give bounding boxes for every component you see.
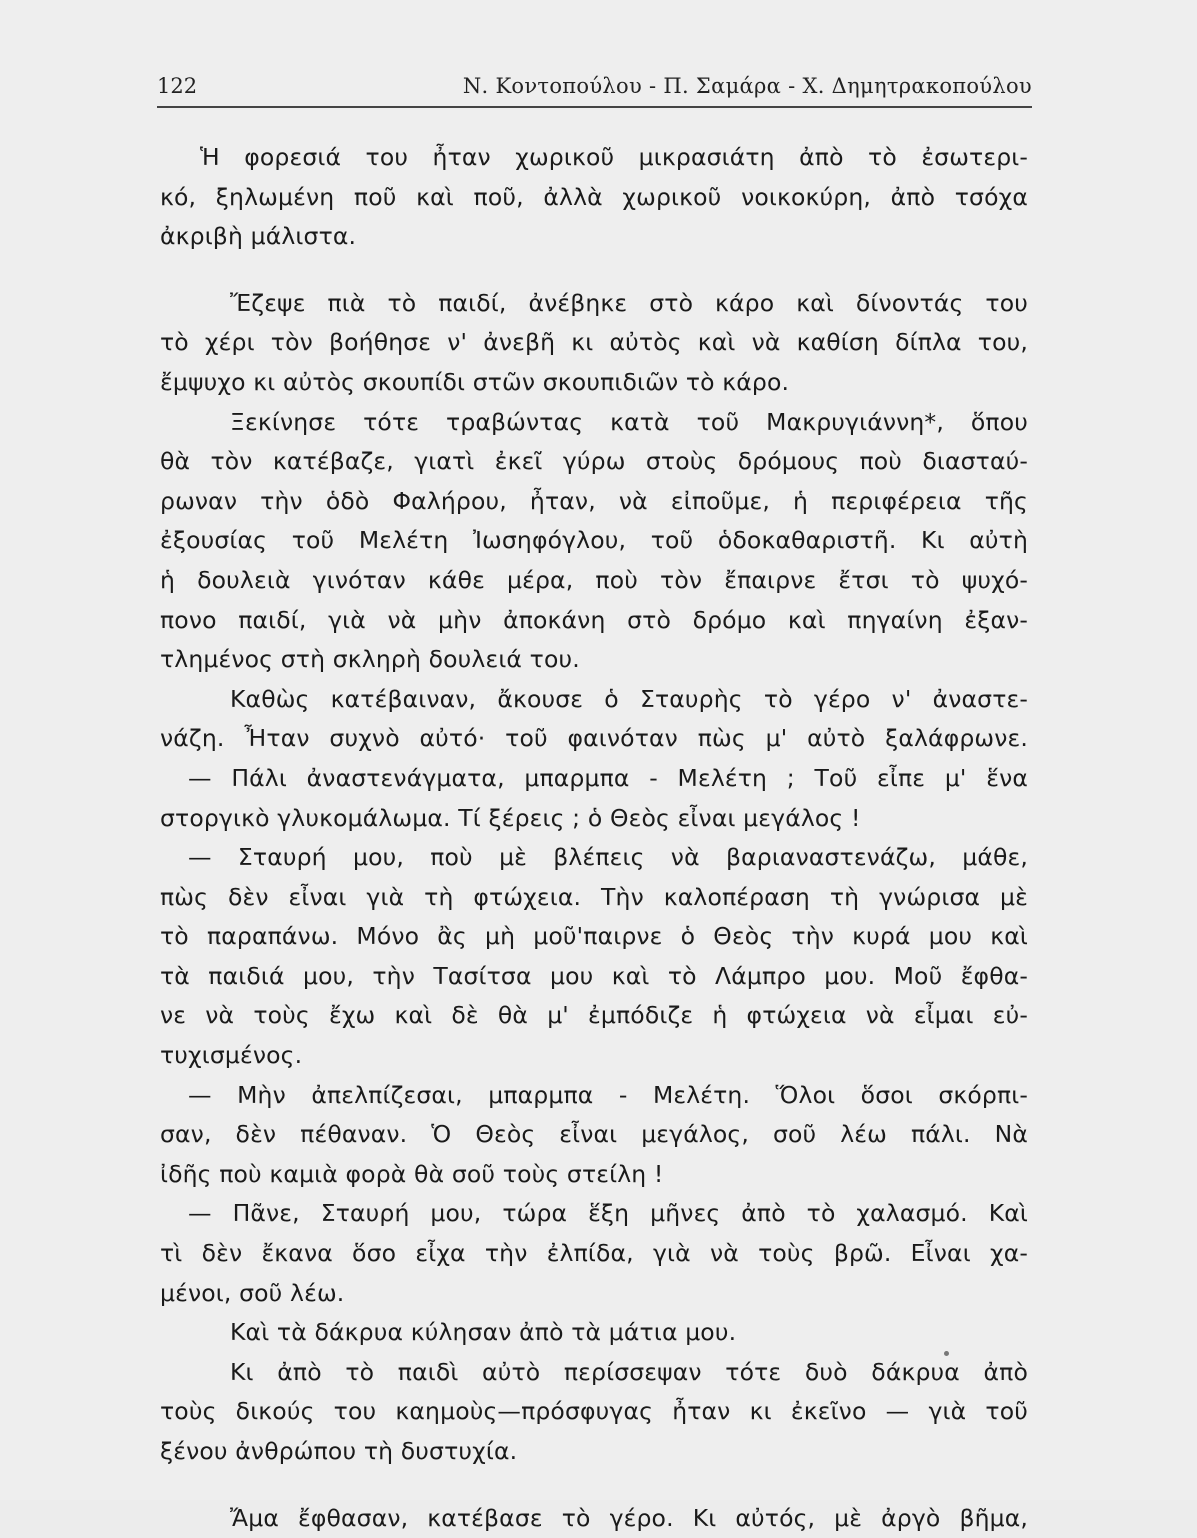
text-line: ἰδῆς ποὺ καμιὰ φορὰ θὰ σοῦ τοὺς στείλη ! [160,1159,664,1188]
text-line: ξένου ἀνθρώπου τὴ δυστυχία. [160,1437,518,1465]
text-line: κό, ξηλωμένη ποῦ καὶ ποῦ, ἀλλὰ χωρικοῦ νοικοκύρη, ἀπὸ τσόχα [160,182,1028,211]
text-line: τὰ παιδιά μου, τὴν Τασίτσα μου καὶ τὸ Λάμπρο μου. Μοῦ ἔφθα- [160,961,1028,990]
text-line: τὸ παραπάνω. Μόνο ἂς μὴ μοῦ'παιρνε ὁ Θεὸς τὴν κυρά μου καὶ [160,922,1028,951]
body-text [160,138,1028,1538]
text-line: πὼς δὲν εἶναι γιὰ τὴ φτώχεια. Τὴν καλοπέραση τὴ γνώρισα μὲ [160,882,1028,911]
text-line: Καὶ τὰ δάκρυα κύλησαν ἀπὸ τὰ μάτια μου. [230,1318,737,1347]
text-line: μένοι, σοῦ λέω. [160,1278,345,1307]
paragraph-gap [160,1472,1028,1499]
page-number: 122 [157,74,198,98]
dialogue-line: — Πάλι ἀναστενάγματα, μπαρμπα - Μελέτη ; Τοῦ εἶπε μ' ἕνα [188,763,1028,792]
text-line: ρωναν τὴν ὁδὸ Φαλήρου, ἦταν, νὰ εἰποῦμε, ἡ περιφέρεια τῆς [160,486,1028,515]
text-line: στοργικὸ γλυκομάλωμα. Τί ξέρεις ; ὁ Θεὸς εἶναι μεγάλος ! [160,803,861,832]
text-line: Καθὼς κατέβαιναν, ἄκουσε ὁ Σταυρὴς τὸ γέρο ν' ἀναστε- [230,684,1028,713]
text-line: Ἄμα ἔφθασαν, κατέβασε τὸ γέρο. Κι αὐτός, μὲ ἀργὸ βῆμα, [230,1503,1028,1532]
dialogue-line: — Πᾶνε, Σταυρή μου, τώρα ἕξη μῆνες ἀπὸ τὸ χαλασμό. Καὶ [188,1199,1028,1228]
running-head [157,70,1032,108]
paper-speck [944,1351,949,1356]
text-line: τοὺς δικούς του καημοὺς—πρόσφυγας ἦταν κι ἐκεῖνο — γιὰ τοῦ [160,1397,1028,1426]
text-line: Κι ἀπὸ τὸ παιδὶ αὐτὸ περίσσεψαν τότε δυὸ δάκρυα ἀπὸ [230,1357,1028,1386]
text-line: τυχισμένος. [160,1041,303,1070]
text-line: νε νὰ τοὺς ἔχω καὶ δὲ θὰ μ' ἐμπόδιζε ἡ φτώχεια νὰ εἶμαι εὐ- [160,1001,1028,1030]
text-line: ἔμψυχο κι αὐτὸς σκουπίδι στῶν σκουπιδιῶν τὸ κάρο. [160,367,790,396]
running-head-authors: Ν. Κοντοπούλου - Π. Σαμάρα - Χ. Δημητρακοπούλου [462,74,1032,98]
text-line: σαν, δὲν πέθαναν. Ὁ Θεὸς εἶναι μεγάλος, σοῦ λέω πάλι. Νὰ [160,1120,1028,1149]
text-line: τὶ δὲν ἔκανα ὅσο εἶχα τὴν ἐλπίδα, γιὰ νὰ τοὺς βρῶ. Εἶναι χα- [160,1239,1028,1268]
text-line: ἡ δουλειὰ γινόταν κάθε μέρα, ποὺ τὸν ἔπαιρνε ἔτσι τὸ ψυχό- [160,565,1028,594]
dialogue-line: — Σταυρή μου, ποὺ μὲ βλέπεις νὰ βαριαναστενάζω, μάθε, [188,843,1028,872]
text-line: ἀκριβὴ μάλιστα. [160,222,357,251]
text-line: τὸ χέρι τὸν βοήθησε ν' ἀνεβῆ κι αὐτὸς καὶ νὰ καθίση δίπλα του, [160,328,1028,357]
text-line: νάζη. Ἦταν συχνὸ αὐτό· τοῦ φαινόταν πὼς μ' αὐτὸ ξαλάφρωνε. [160,724,1028,753]
paragraph-gap [160,257,1028,284]
text-line: Ἡ φορεσιά του ἦταν χωρικοῦ μικρασιάτη ἀπὸ τὸ ἐσωτερι- [200,143,1028,171]
dialogue-line: — Μὴν ἀπελπίζεσαι, μπαρμπα - Μελέτη. Ὅλοι ὅσοι σκόρπι- [188,1080,1028,1109]
text-line: Ξεκίνησε τότε τραβώντας κατὰ τοῦ Μακρυγιάννη*, ὅπου [230,407,1028,436]
text-line: θὰ τὸν κατέβαζε, γιατὶ ἐκεῖ γύρω στοὺς δρόμους ποὺ διασταύ- [160,447,1028,476]
text-line: ἐξουσίας τοῦ Μελέτη Ἰωσηφόγλου, τοῦ ὁδοκαθαριστῆ. Κι αὐτὴ [160,526,1028,555]
text-line: Ἔζεψε πιὰ τὸ παιδί, ἀνέβηκε στὸ κάρο καὶ δίνοντάς του [230,288,1028,317]
text-line: πονο παιδί, γιὰ νὰ μὴν ἀποκάνη στὸ δρόμο καὶ πηγαίνη ἐξαν- [160,605,1028,634]
text-line: τλημένος στὴ σκληρὴ δουλειά του. [160,645,580,674]
